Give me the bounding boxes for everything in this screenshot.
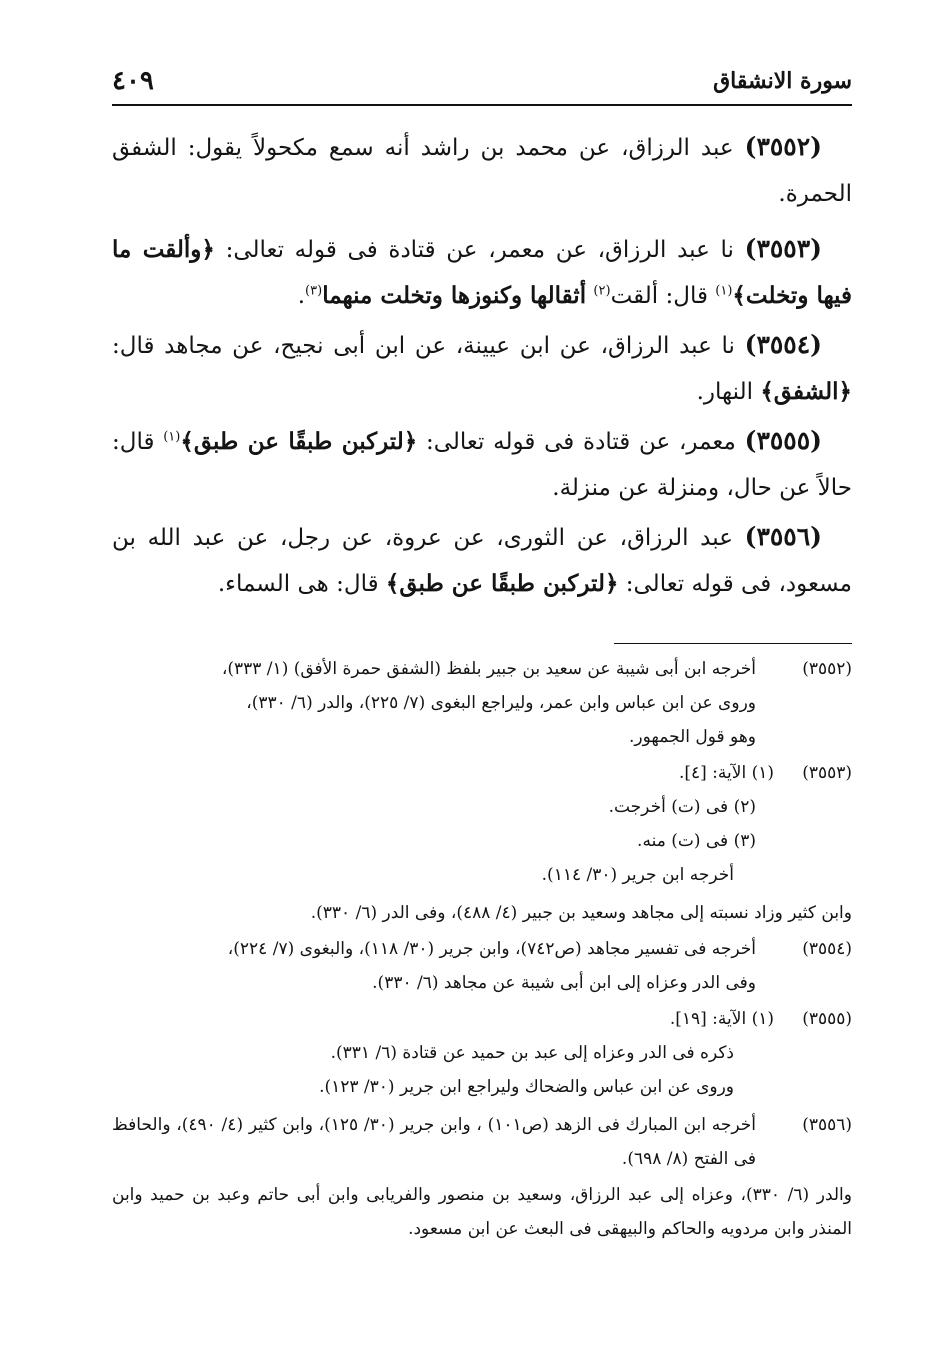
entry-number: (٣٥٥٤) — [744, 330, 822, 359]
entry-text: قال: هى السماء. — [217, 571, 379, 597]
footnote-3553 — [112, 756, 852, 892]
entry-3555 — [112, 418, 852, 511]
footnote-ref: (٢) — [593, 283, 611, 299]
footnote-line: (١) الآية: [١٩]. — [669, 1009, 774, 1029]
footnote-3554 — [112, 932, 852, 1000]
surah-title: سورة الانشقاق — [713, 68, 852, 94]
footnote-ref: (٣) — [305, 283, 323, 299]
page-number: ٤٠٩ — [112, 66, 154, 96]
footnote-3552 — [112, 652, 852, 754]
footnote-line: وروى عن ابن عباس والضحاك وليراجع ابن جرير (٣٠/ ١٢٣). — [319, 1077, 734, 1097]
footnote-label: (٣٥٥٤) — [802, 939, 852, 959]
entry-number: (٣٥٥٣) — [744, 234, 823, 263]
quran-verse: ﴿الشفق﴾ — [760, 378, 852, 405]
entry-3554 — [112, 322, 852, 415]
footnote-line: (٣) فى (ت) منه. — [637, 831, 756, 851]
footnote-3556 — [112, 1108, 852, 1176]
entry-3552 — [112, 124, 852, 217]
entry-text: عبد الرزاق، عن الثورى، عن عروة، عن رجل، عن عبد الله بن مسعود، فى قوله تعالى: — [112, 525, 852, 597]
footnote-line: وابن كثير وزاد نسبته إلى مجاهد وسعيد بن جبير (٤/ ٤٨٨)، وفى الدر (٦/ ٣٣٠). — [310, 903, 852, 923]
entry-text: النهار. — [696, 379, 753, 405]
footnote-ref: (١) — [163, 429, 181, 445]
footnote-line: أخرجه ابن أبى شيبة عن سعيد بن جبير بلفظ (الشفق حمرة الأفق) (١/ ٣٣٣)، — [221, 659, 756, 679]
entry-text: نا عبد الرزاق، عن معمر، عن قتادة فى قوله تعالى: — [225, 237, 734, 263]
entry-text: قال: ألقت — [610, 283, 708, 309]
header-rule — [112, 104, 852, 106]
footnote-3553-cont — [112, 896, 852, 930]
footnote-line: والدر (٦/ ٣٣٠)، وعزاه إلى عبد الرزاق، وسعيد بن منصور والفريابى وابن أبى حاتم وعبد بن حميد وابن المنذر وابن مردويه والحاكم والبيهقى فى البعث عن ابن مسعود. — [112, 1185, 852, 1239]
entry-text: معمر، عن قتادة فى قوله تعالى: — [425, 429, 736, 455]
entry-text: عبد الرزاق، عن محمد بن راشد أنه سمع مكحولاً يقول: الشفق الحمرة. — [112, 135, 852, 207]
entry-3556 — [112, 514, 852, 607]
footnote-label: (٣٥٥٢) — [802, 659, 852, 679]
footnote-line: (٢) فى (ت) أخرجت. — [608, 797, 756, 817]
footnote-line: وهو قول الجمهور. — [629, 727, 756, 747]
footnote-line: أخرجه ابن جرير (٣٠/ ١١٤). — [541, 865, 734, 885]
entry-number: (٣٥٥٥) — [744, 426, 822, 455]
running-header — [112, 66, 852, 102]
footnote-ref: (١) — [715, 283, 733, 299]
entry-number: (٣٥٥٢) — [744, 132, 822, 161]
footnote-3556-cont — [112, 1178, 852, 1246]
footnote-line: وفى الدر وعزاه إلى ابن أبى شيبة عن مجاهد (٦/ ٣٣٠). — [372, 973, 756, 993]
quran-verse: ﴿لتركبن طبقًا عن طبق﴾ — [180, 428, 418, 455]
entry-text: نا عبد الرزاق، عن ابن عيينة، عن ابن أبى نجيح، عن مجاهد قال: — [112, 333, 735, 359]
footnote-label: (٣٥٥٥) — [802, 1009, 852, 1029]
entry-end: . — [297, 283, 306, 309]
footnote-line: أخرجه فى تفسير مجاهد (ص٧٤٢)، وابن جرير (٣٠/ ١١٨)، والبغوى (٧/ ٢٢٤)، — [227, 939, 756, 959]
footnote-line: ذكره فى الدر وعزاه إلى عبد بن حميد عن قتادة (٦/ ٣٣١). — [330, 1043, 734, 1063]
footnote-line: أخرجه ابن المبارك فى الزهد (ص١٠١) ، وابن جرير (٣٠/ ١٢٥)، وابن كثير (٤/ ٤٩٠)، والحافظ فى الفتح (٨/ ٦٩٨). — [112, 1115, 756, 1169]
footnote-line: وروى عن ابن عباس وابن عمر، وليراجع البغوى (٧/ ٢٢٥)، والدر (٦/ ٣٣٠)، — [246, 693, 756, 713]
footnote-label: (٣٥٥٦) — [802, 1115, 852, 1135]
quran-verse: ﴿لتركبن طبقًا عن طبق﴾ — [385, 570, 619, 597]
entry-3553 — [112, 226, 852, 319]
footnote-separator — [614, 643, 852, 644]
entry-number: (٣٥٥٦) — [744, 522, 823, 551]
footnote-label: (٣٥٥٣) — [802, 763, 852, 783]
entry-text: أثقالها وكنوزها وتخلت منهما — [322, 282, 587, 309]
footnote-3555 — [112, 1002, 852, 1104]
footnote-line: (١) الآية: [٤]. — [678, 763, 774, 783]
entry-text: قال: حالاً عن حال، ومنزلة عن منزلة. — [112, 429, 852, 501]
quran-verse: ﴿وألقت ما فيها وتخلت﴾ — [112, 236, 852, 309]
